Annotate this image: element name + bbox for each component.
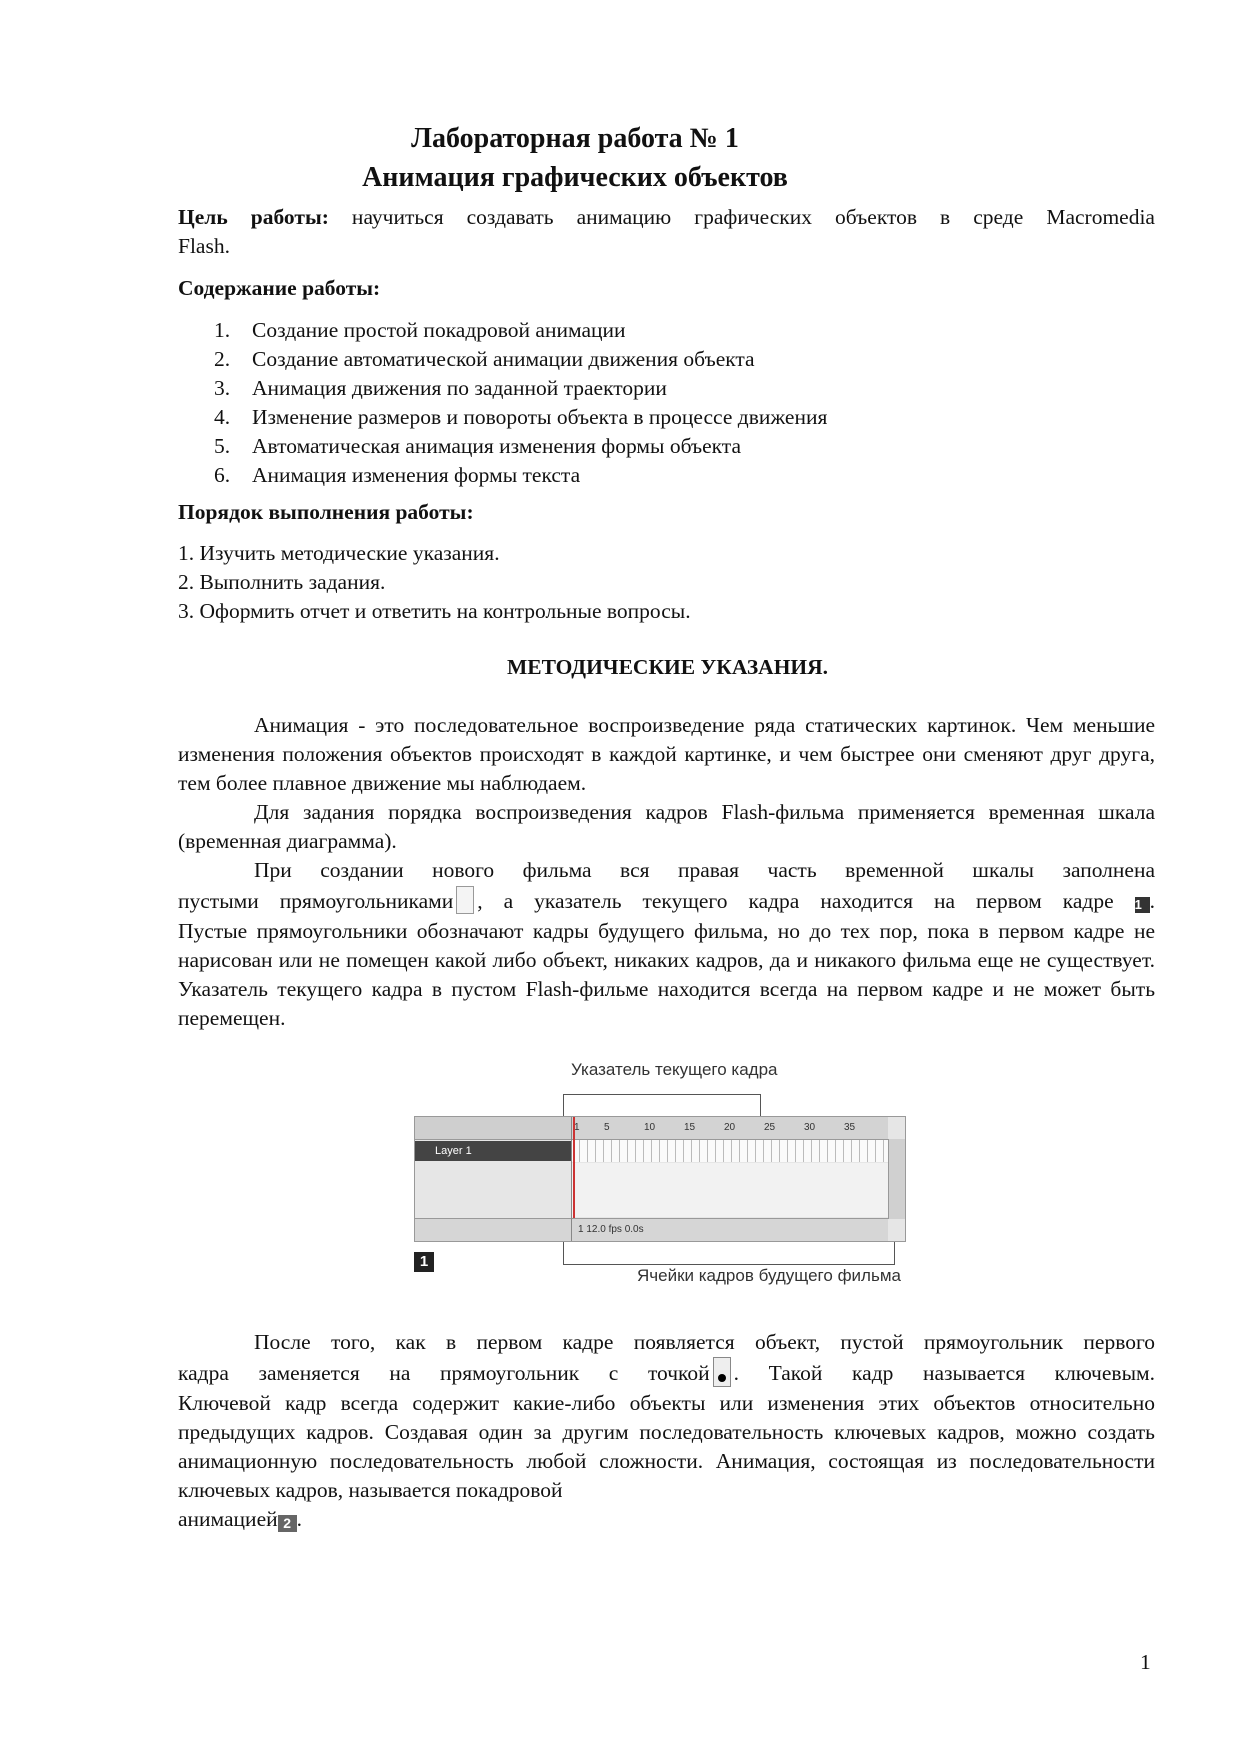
list-item: 2. Создание автоматической анимации движения объекта — [214, 347, 755, 371]
empty-area — [572, 1163, 888, 1217]
timeline-panel — [414, 1116, 906, 1242]
paragraph-keyframe: После того, как в первом кадре появляется объект, пустой прямоугольник первого кадра заменяется на прямоугольник с точкой . Такой кадр называется ключевым. Ключевой кадр всегда содержит какие-либо объекты или изменения этих объектов относительно предыдущих кадров. Создавая один за другим последовательность ключевых кадров, можно создать анимационную последовательность любой сложности. Анимация, состоящая из последовательности ключевых кадров, называется покадровой анимацией 2 . — [178, 1330, 1155, 1531]
section-heading: МЕТОДИЧЕСКИЕ УКАЗАНИЯ. — [506, 655, 829, 679]
contents-heading: Содержание работы: — [178, 276, 381, 300]
frames-area — [572, 1117, 888, 1241]
paragraph-new-movie: При создании нового фильма вся правая часть временной шкалы заполнена пустыми прямоугольниками , а указатель текущего кадра находится на первом кадре 1 . Пустые прямоугольники обозначают кадры будущего фильма, но до тех пор, пока в первом кадре не нарисован или не помещен какой либо объект, никаких кадров, да и никакого фильма еще не существует. Указатель текущего кадра в пустом Flash-фильме находится всегда на первом кадре и не может быть перемещен. — [178, 858, 1156, 1030]
frame-ruler: 1 5 10 15 20 25 30 35 — [572, 1117, 888, 1140]
procedure-heading: Порядок выполнения работы: — [178, 500, 474, 524]
lab-title: Лабораторная работа № 1 — [411, 123, 739, 154]
paragraph-timeline: Для задания порядка воспроизведения кадров Flash-фильма применяется временная шкала (временная диаграмма). — [178, 800, 1155, 853]
contents-list — [214, 316, 827, 490]
goal-paragraph — [178, 203, 1155, 261]
layers-header — [415, 1117, 571, 1140]
empty-frame-icon — [456, 886, 474, 914]
lab-subtitle: Анимация графических объектов — [362, 162, 788, 193]
page-number: 1 — [1140, 1650, 1151, 1674]
list-item: 1. Создание простой покадровой анимации — [214, 318, 626, 342]
layer-row[interactable]: Layer 1 — [415, 1141, 571, 1161]
frame-cells[interactable] — [572, 1140, 888, 1162]
frame-by-frame-icon: 2 — [278, 1515, 297, 1532]
list-item: 3. Оформить отчет и ответить на контрольные вопросы. — [178, 599, 691, 623]
goal-text-2: Flash. — [178, 234, 230, 258]
callout-line — [563, 1242, 895, 1265]
timeline-status: 1 12.0 fps 0.0s — [572, 1218, 888, 1241]
procedure-steps — [178, 539, 691, 626]
timeline-figure — [414, 1060, 904, 1300]
scrollbar[interactable] — [888, 1139, 905, 1219]
callout-current-frame: Указатель текущего кадра — [571, 1060, 778, 1079]
figure-number: 1 — [414, 1252, 434, 1272]
frame-pointer-icon: 1 — [1135, 897, 1150, 913]
goal-label: Цель работы: — [178, 205, 329, 229]
list-item: 4. Изменение размеров и повороты объекта в процессе движения — [214, 405, 828, 429]
list-item: 2. Выполнить задания. — [178, 570, 386, 594]
list-item: 6. Анимация изменения формы текста — [214, 463, 581, 487]
paragraph-animation: Анимация - это последовательное воспроизведение ряда статических картинок. Чем меньшие изменения положения объектов происходят в каждой картинке, и чем быстрее они сменяют друг друга, тем более плавное движение мы наблюдаем. — [178, 713, 1155, 795]
layers-panel — [415, 1117, 572, 1241]
list-item: 5. Автоматическая анимация изменения формы объекта — [214, 434, 742, 458]
layers-footer — [415, 1218, 571, 1241]
goal-text-1: научиться создавать анимацию графических объектов в среде Macromedia — [328, 205, 1155, 229]
keyframe-icon — [713, 1357, 731, 1387]
list-item: 3. Анимация движения по заданной траектории — [214, 376, 667, 400]
callout-frame-cells: Ячейки кадров будущего фильма — [637, 1266, 901, 1285]
list-item: 1. Изучить методические указания. — [178, 541, 500, 565]
